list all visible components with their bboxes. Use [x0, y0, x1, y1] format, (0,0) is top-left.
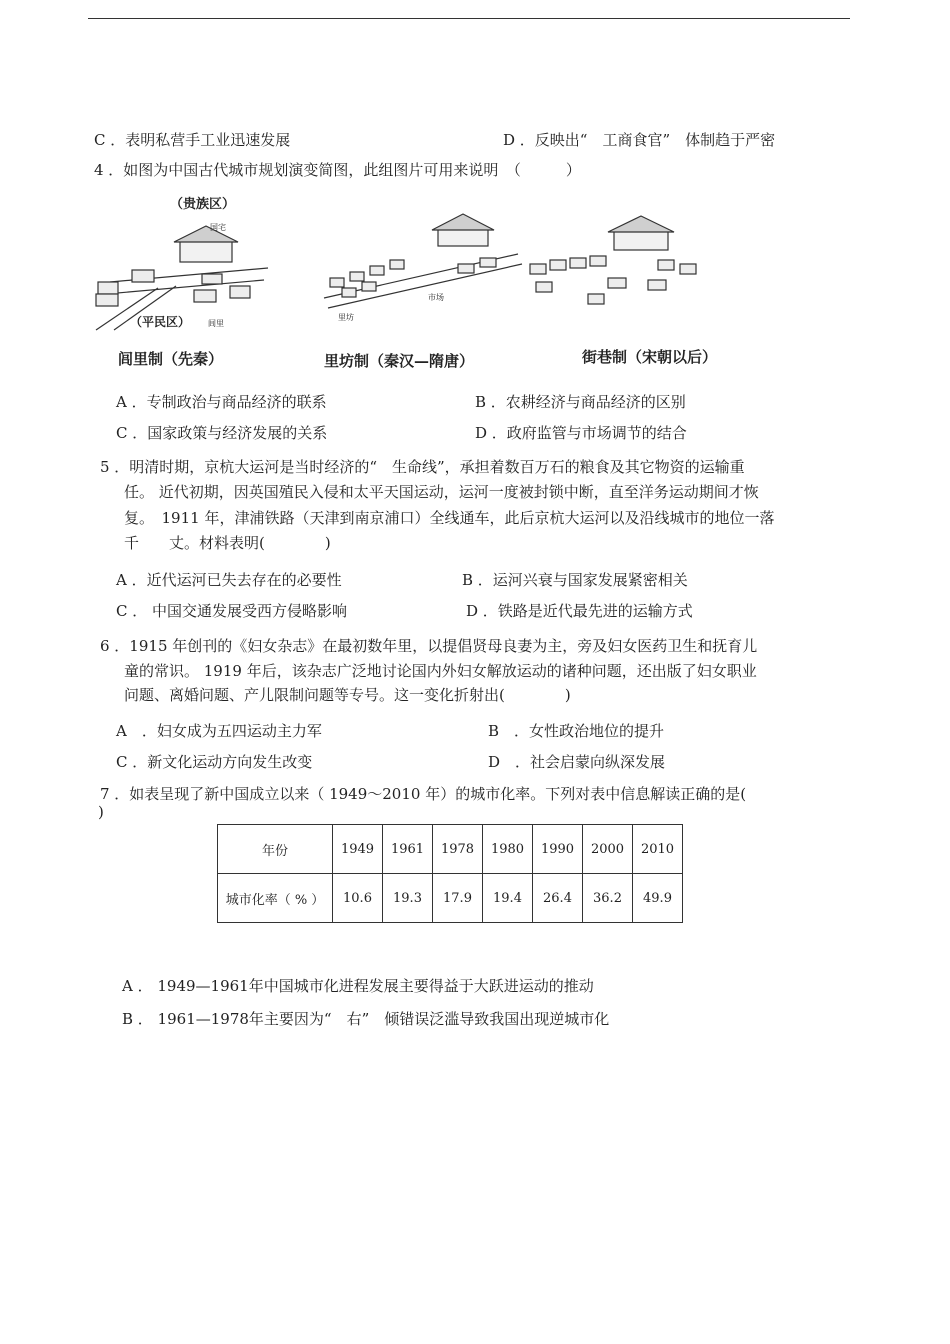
q5-option-b[interactable]: B ．运河兴衰与国家发展紧密相关 — [462, 571, 688, 589]
lvli-lane-label: 闾里 — [208, 319, 224, 328]
table-cell-rate: 36.2 — [583, 874, 633, 923]
q7-option-b[interactable]: B ． 1961—1978年主要因为“ 右” 倾错误泛滥导致我国出现逆城市化 — [122, 1010, 610, 1028]
table-cell-rate: 17.9 — [433, 874, 483, 923]
table-cell-rate: 49.9 — [633, 874, 683, 923]
table-cell-rate: 19.4 — [483, 874, 533, 923]
table-cell-year: 1978 — [433, 825, 483, 874]
q5-line-4: 千 丈。材料表明( ) — [124, 534, 331, 552]
table-cell-year: 1980 — [483, 825, 533, 874]
q5-line-2: 任。 近代初期，因英国殖民入侵和太平天国运动，运河一度被封锁中断，直至洋务运动期间才恢 — [124, 483, 759, 501]
lifang-market-label: 市场 — [428, 293, 444, 302]
panel-lifang-system — [324, 214, 522, 308]
q3-option-d[interactable]: D ．反映出“ 工商食官” 体制趋于严密 — [503, 131, 776, 149]
table-cell-year: 2010 — [633, 825, 683, 874]
q4-option-b[interactable]: B ．农耕经济与商品经济的区别 — [475, 393, 686, 411]
urbanization-table — [217, 824, 683, 923]
lvli-caption: 闾里制（先秦） — [118, 350, 224, 368]
q6-option-a[interactable]: A ．妇女成为五四运动主力军 — [116, 722, 322, 740]
q6-line-3: 问题、离婚问题、产儿限制问题等专号。这一变化折射出( ) — [124, 686, 571, 704]
lvli-top-label: （贵族区） — [170, 197, 236, 212]
lifang-caption: 里坊制（秦汉—隋唐） — [324, 352, 475, 370]
q3-option-c[interactable]: C ．表明私营手工业迅速发展 — [94, 131, 291, 149]
q4-stem: 4 ．如图为中国古代城市规划演变简图，此组图片可用来说明 （ ） — [94, 161, 581, 179]
q6-option-c[interactable]: C ．新文化运动方向发生改变 — [116, 753, 313, 771]
lvli-bottom-label: （平民区） — [130, 315, 191, 329]
table-header-rate: 城市化率（ % ） — [218, 874, 333, 923]
table-cell-year: 2000 — [583, 825, 633, 874]
table-row-rates — [218, 874, 683, 923]
q4-option-d[interactable]: D ．政府监管与市场调节的结合 — [475, 424, 687, 442]
q6-option-d[interactable]: D ．社会启蒙向纵深发展 — [488, 753, 666, 771]
city-plan-figure — [88, 190, 768, 380]
q5-line-1: 5 ．明清时期，京杭大运河是当时经济的“ 生命线”，承担着数百万石的粮食及其它物资的运输重 — [100, 458, 745, 476]
table-header-year: 年份 — [218, 825, 333, 874]
q4-option-c[interactable]: C ．国家政策与经济发展的关系 — [116, 424, 328, 442]
table-cell-rate: 19.3 — [383, 874, 433, 923]
table-cell-year: 1990 — [533, 825, 583, 874]
table-cell-rate: 26.4 — [533, 874, 583, 923]
q4-option-a[interactable]: A ．专制政治与商品经济的联系 — [116, 393, 327, 411]
lvli-palace-label: 国宅 — [210, 223, 226, 232]
q6-line-2: 童的常识。 1919 年后，该杂志广泛地讨论国内外妇女解放运动的诸种问题，还出版了妇女职业 — [124, 662, 757, 680]
table-cell-rate: 10.6 — [333, 874, 383, 923]
q5-option-d[interactable]: D ．铁路是近代最先进的运输方式 — [466, 602, 693, 620]
panel-jiexiang-system — [530, 216, 696, 304]
q6-line-1: 6 ．1915 年创刊的《妇女杂志》在最初数年里，以提倡贤母良妻为主，旁及妇女医药卫生和抚育儿 — [100, 637, 758, 655]
q6-option-b[interactable]: B ．女性政治地位的提升 — [488, 722, 665, 740]
q7-line-2: ) — [98, 803, 104, 821]
q7-line-1: 7 ．如表呈现了新中国成立以来（ 1949～2010 年）的城市化率。下列对表中信息解读正确的是( — [100, 785, 747, 803]
table-cell-year: 1949 — [333, 825, 383, 874]
jiexiang-caption: 街巷制（宋朝以后） — [582, 348, 718, 366]
table-cell-year: 1961 — [383, 825, 433, 874]
q5-line-3: 复。 1911 年，津浦铁路（天津到南京浦口）全线通车，此后京杭大运河以及沿线城市的地位一落 — [124, 509, 775, 527]
lifang-ward-label: 里坊 — [338, 313, 354, 322]
table-row-years — [218, 825, 683, 874]
q7-option-a[interactable]: A ． 1949—1961年中国城市化进程发展主要得益于大跃进运动的推动 — [122, 977, 594, 995]
q5-option-a[interactable]: A ．近代运河已失去存在的必要性 — [116, 571, 342, 589]
header-rule — [88, 18, 850, 19]
q5-option-c[interactable]: C ． 中国交通发展受西方侵略影响 — [116, 602, 348, 620]
